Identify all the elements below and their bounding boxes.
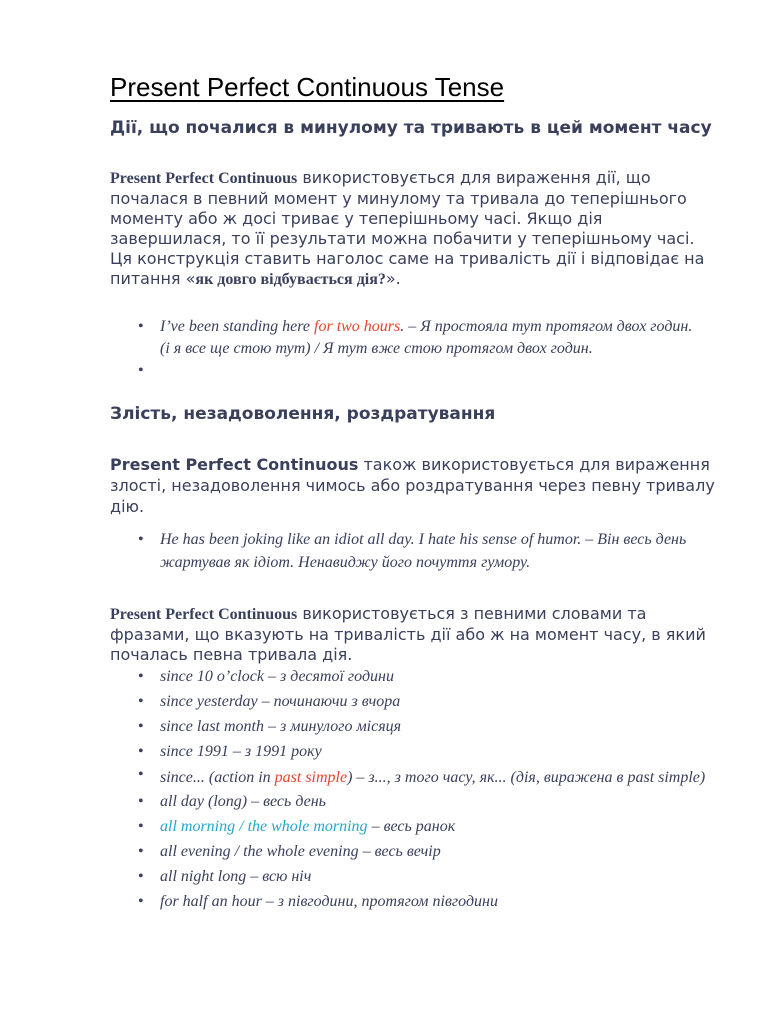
list-item: • all morning / the whole morning – весь ранок — [110, 814, 710, 839]
list-item: • since 10 o’clock – з десятої години — [110, 664, 710, 689]
question-text: як довго відбувається дія? — [195, 271, 386, 288]
list-item: • since last month – з минулого місяця — [110, 714, 710, 739]
list-item: • He has been joking like an idiot all day. I hate his sense of humor. – Він весь день жартував як ідіот. Ненавиджу його почуття гумору. — [110, 528, 700, 574]
section3-examples — [110, 664, 710, 914]
section2-heading: Злість, незадоволення, роздратування — [110, 404, 496, 424]
highlight-text: past simple — [274, 769, 348, 786]
list-item: • since... (action in past simple) – з..., з того часу, як... (дія, виражена в past simple) — [110, 764, 710, 789]
page-title: Present Perfect Continuous Tense — [110, 72, 505, 102]
section1-paragraph — [110, 168, 720, 290]
section1-examples — [110, 316, 710, 382]
list-item: • for half an hour – з півгодини, протягом півгодини — [110, 889, 710, 914]
term-lead: Present Perfect Continuous — [110, 455, 359, 474]
list-item: • all day (long) – весь день — [110, 789, 710, 814]
paragraph-end: ». — [385, 269, 401, 288]
section1-heading: Дії, що почалися в минулому та тривають в цей момент часу — [110, 118, 712, 138]
list-item: • all evening / the whole evening – весь вечір — [110, 839, 710, 864]
empty-list-item — [110, 360, 700, 382]
paragraph-text: використовується для вираження дії, що почалася в певний момент у минулому та тривала до теперішнього моменту або ж досі триває у теперішньому часі. Якщо дія завершилася, то її результати можна побачити у теперішньому часі. Ця конструкція ставить наголос саме на тривалість дії і відповідає на питання « — [110, 168, 705, 288]
list-item: • since yesterday – починаючи з вчора — [110, 689, 710, 714]
list-item: • I’ve been standing here for two hours. – Я простояла тут протягом двох годин. (і я все ще стою тут) / Я тут вже стою протягом двох годин. — [110, 316, 700, 360]
list-item: • since 1991 – з 1991 року — [110, 739, 710, 764]
section2-examples — [110, 528, 710, 574]
term-lead: Present Perfect Continuous — [110, 170, 298, 187]
highlight-text: all morning / the whole morning — [160, 818, 368, 835]
term-lead: Present Perfect Continuous — [110, 606, 298, 623]
section2-paragraph — [110, 454, 720, 517]
paragraph-text: також використовується для вираження злості, незадоволення чимось або роздратування через певну тривалу дію. — [110, 455, 715, 516]
highlight-text: for two hours — [314, 318, 401, 335]
list-item: • all night long – всю ніч — [110, 864, 710, 889]
section3-paragraph — [110, 604, 720, 665]
paragraph-text: використовується з певними словами та фразами, що вказують на тривалість дії або ж на момент часу, в який почалась певна тривала дія. — [110, 604, 706, 664]
